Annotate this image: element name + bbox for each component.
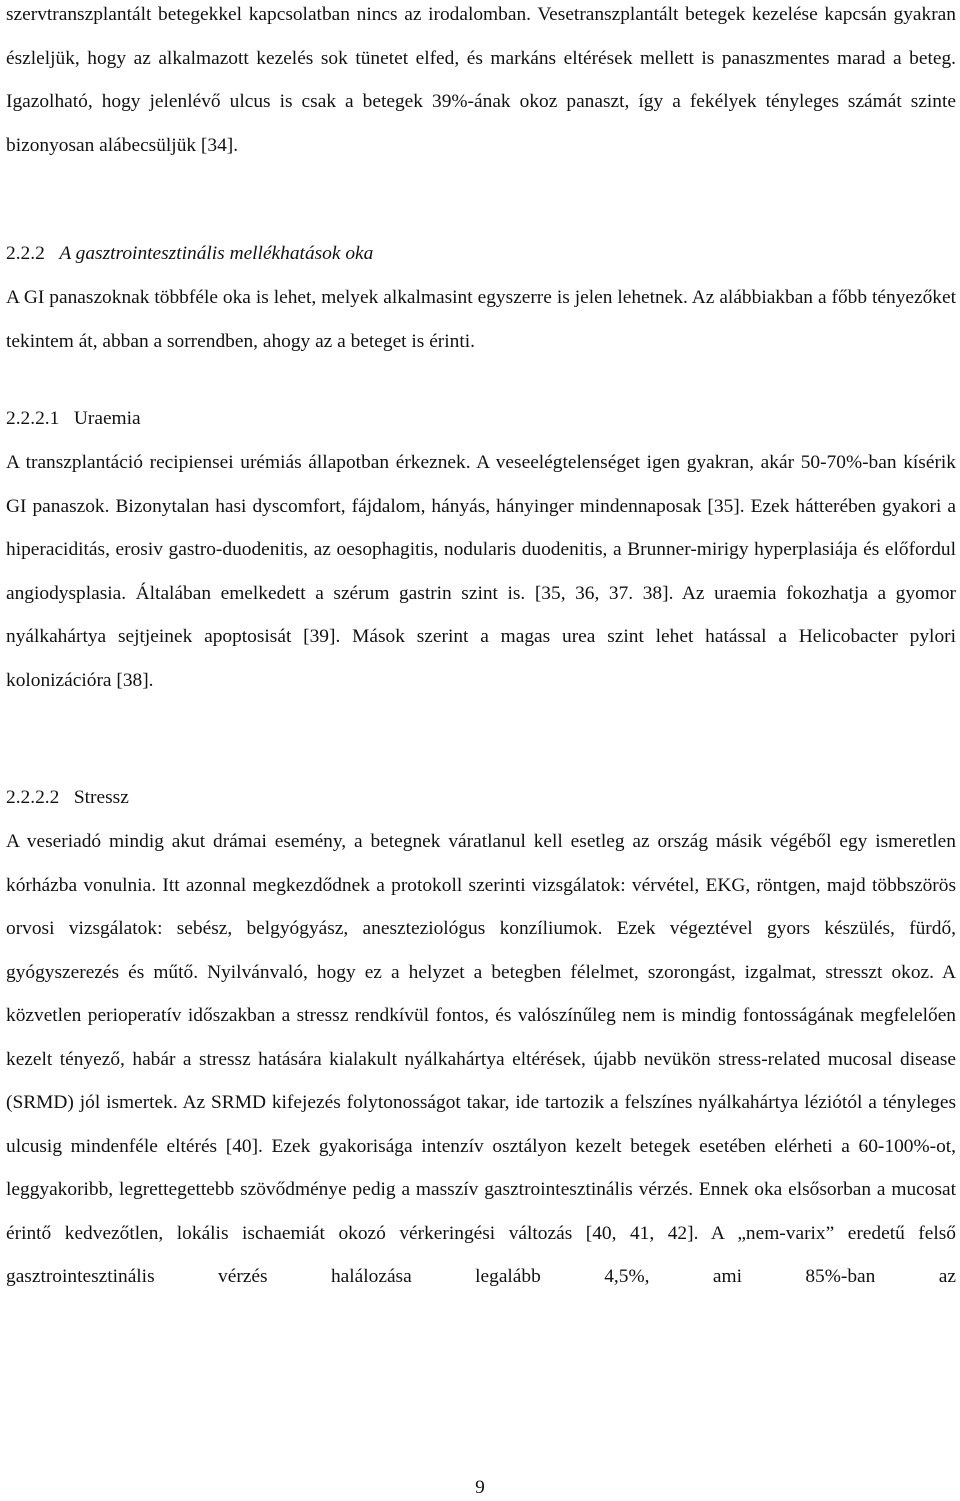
section-number: 2.2.2 [6,243,45,264]
section-heading-2-2-2 [6,232,373,276]
section-heading-2-2-2-1 [6,397,141,441]
paragraph-text: A veseriadó mindig akut drámai esemény, a betegnek váratlanul kell esetleg az ország másik végéből egy ismeretlen kórházba vonulnia. Itt azonnal megkezdődnek a protokoll szerinti vizsgálatok: vérvétel, EKG, röntgen, majd többszörös orvosi vizsgálatok: sebész, belgyógyász, aneszteziológus konzíliumok. Ezek végeztével gyors készülés, fürdő, gyógyszerezés és műtő. Nyilvánvaló, hogy ez a helyzet a betegben félelmet, szorongást, izgalmat, stresszt okoz. A közvetlen perioperatív időszakban a stressz rendkívül fontos, és valószínűleg nem is mindig fontosságának megfelelően kezelt tényező, habár a stressz hatására kialakult nyálkahártya eltérések, újabb nevükön stress-related mucosal disease (SRMD) jól ismertek. Az SRMD kifejezés folytonosságot takar, ide tartozik a felszínes nyálkahártya léziótól a tényleges ulcusig mindenféle eltérés [40]. Ezek gyakorisága intenzív osztályon kezelt betegek esetében elérheti a 60-100%-ot, leggyakoribb, legrettegettebb szövődménye pedig a masszív gasztrointesztinális vérzés. Ennek oka elsősorban a mucosat érintő kedvezőtlen, lokális ischaemiát okozó vérkeringési változás [40, 41, 42]. A „nem-varix” eredetű felső gasztrointesztinális vérzés halálozása legalább 4,5%, ami 85%-ban az [6,831,956,1287]
paragraph-text: A transzplantáció recipiensei urémiás állapotban érkeznek. A veseelégtelenséget igen gyakran, akár 50-70%-ban kísérik GI panaszok. Bizonytalan hasi dyscomfort, fájdalom, hányás, hányinger mindennaposak [35]. Ezek hátterében gyakori a hiperaciditás, erosiv gastro-duodenitis, az oesophagitis, nodularis duodenitis, a Brunner-mirigy hyperplasiája és előfordul angiodysplasia. Általában emelkedett a szérum gastrin szint is. [35, 36, 37. 38]. Az uraemia fokozhatja a gyomor nyálkahártya sejtjeinek apoptosisát [39]. Mások szerint a magas urea szint lehet hatással a Helicobacter pylori kolonizációra [38]. [6,452,956,691]
section-number: 2.2.2.1 [6,408,60,429]
paragraph-text: A GI panaszoknak többféle oka is lehet, melyek alkalmasint egyszerre is jelen lehetnek. Az alábbiakban a főbb tényezőket tekintem át, abban a sorrendben, ahogy az a beteget is érinti. [6,287,956,352]
page-number: 9 [475,1477,485,1498]
paragraph-uraemia [6,441,956,702]
section-heading-2-2-2-2 [6,776,129,820]
paragraph-gi-causes [6,276,956,363]
section-title: Uraemia [73,408,141,429]
section-number: 2.2.2.2 [6,787,60,808]
paragraph-intro-continuation [6,0,956,167]
section-title: Stressz [73,787,129,808]
paragraph-stress [6,820,956,1342]
section-title: A gasztrointesztinális mellékhatások oka [59,243,374,264]
paragraph-text: szervtranszplantált betegekkel kapcsolatban nincs az irodalomban. Vesetranszplantált betegek kezelése kapcsán gyakran észleljük, hogy az alkalmazott kezelés sok tünetet elfed, és markáns eltérések mellett is panaszmentes marad a beteg. Igazolható, hogy jelenlévő ulcus is csak a betegek 39%-ának okoz panaszt, így a fekélyek tényleges számát szinte bizonyosan alábecsüljük [34]. [6,4,956,156]
